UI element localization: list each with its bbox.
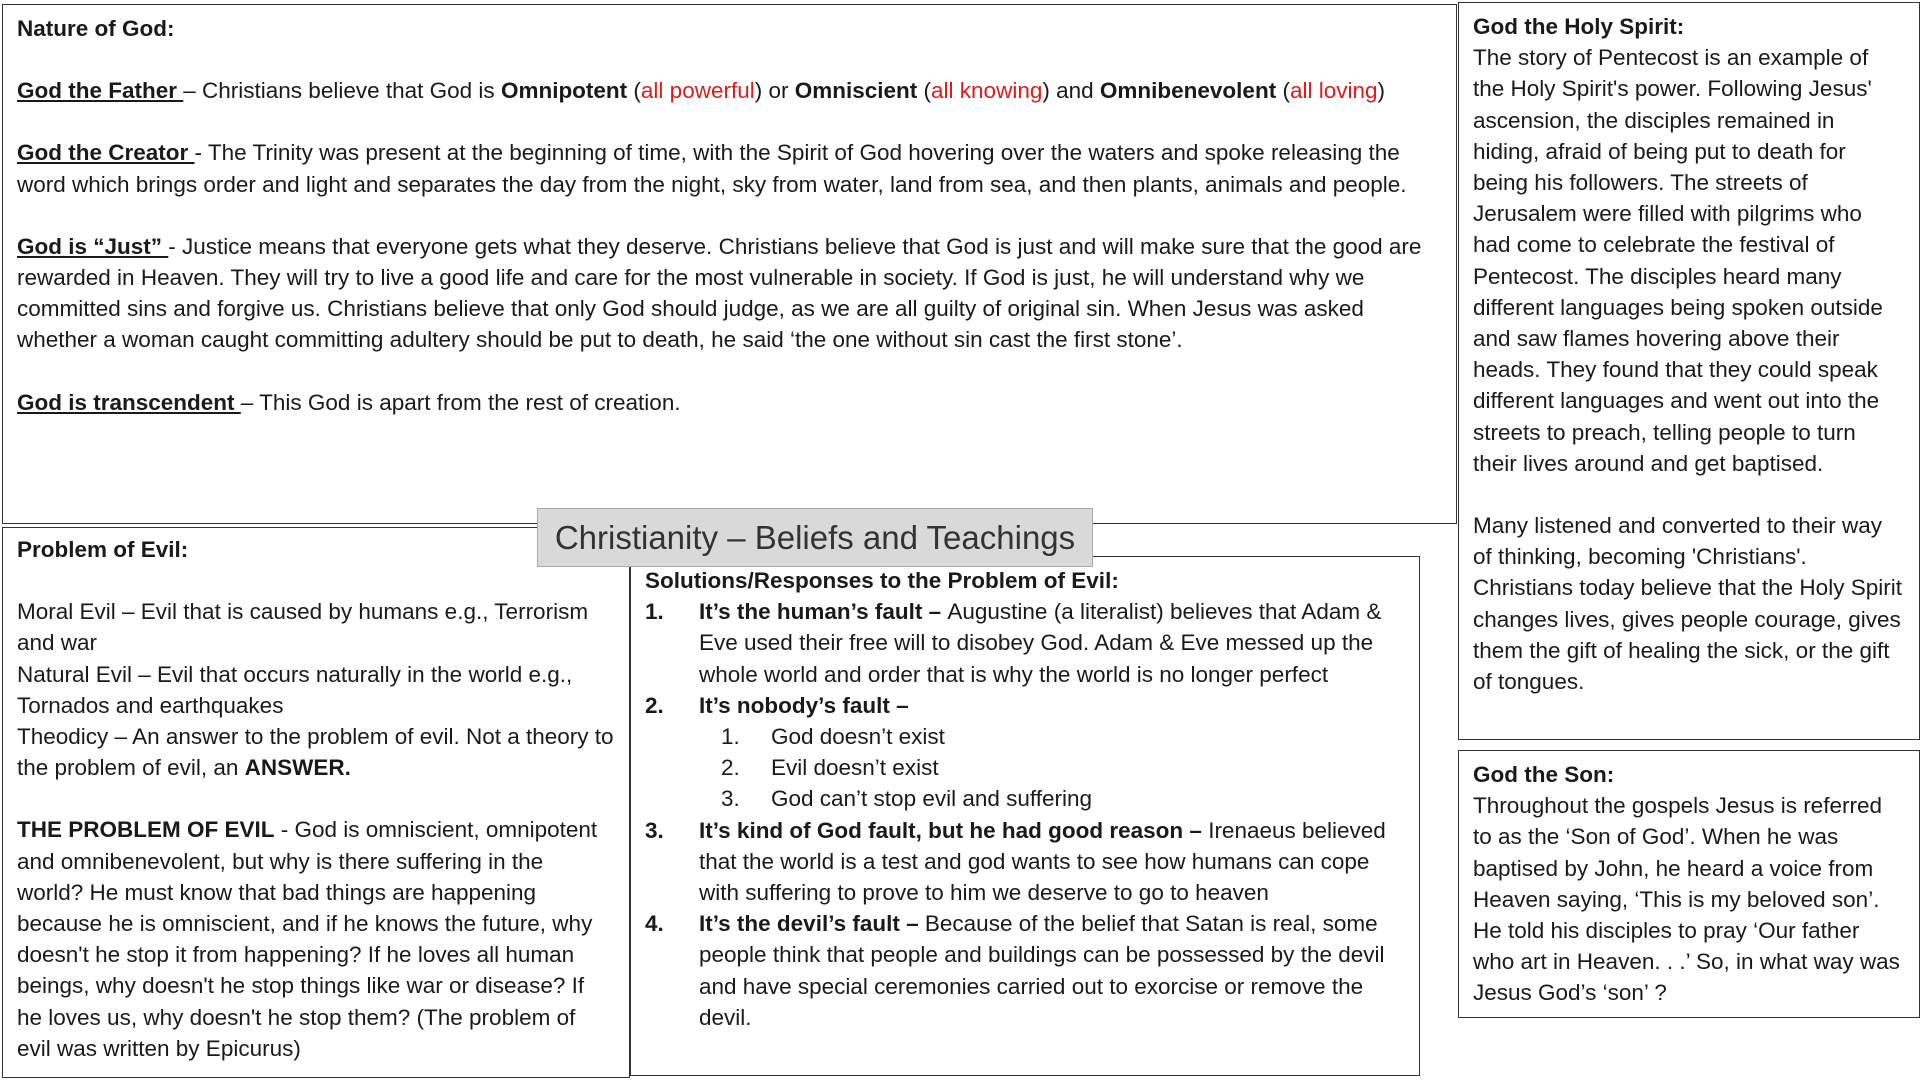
just-text: - Justice means that everyone gets what they deserve. Christians believe that God is just and will make sure that the good are rewarded in Heaven. They will try to live a good life and care for the most vulnerable in society. If God is just, he will understand why we committed sins and forgive us. Christians believe that only God should judge, as we are all guilty of original sin. When Jesus was asked whether a woman caught committing adultery should be put to death, he said ‘the one without sin cast the first stone’. [17,233,1422,353]
omniscient-word: Omniscient [794,78,918,104]
solution-number: 1. [645,599,664,625]
sub-list-item [699,752,1405,783]
solution-number: 3. [645,817,664,843]
nature-of-god-panel [2,4,1457,524]
god-the-father-paragraph [17,75,1442,106]
creator-text: - The Trinity was present at the beginning of time, with the Spirit of God hovering over the waters and spoke releasing the word which brings order and light and separates the day from the night, sky from water, land from sea, and then plants, animals and people. [17,140,1407,197]
nature-heading: Nature of God: [17,16,175,41]
omnipotent-word: Omnipotent [500,78,628,104]
paren-open-2: ( [917,78,932,104]
nobody-fault-sublist [699,721,1405,815]
god-is-just-term: God is “Just” [17,233,169,259]
paren-close-3: ) [1377,78,1385,104]
holy-spirit-heading: God the Holy Spirit: [1473,14,1685,39]
problem-of-evil-term: THE PROBLEM OF EVIL [17,817,275,843]
problem-of-evil-panel [2,527,630,1078]
paren-close-1: ) or [754,78,795,104]
page-title: Christianity – Beliefs and Teachings [537,508,1093,567]
solution-title: It’s nobody’s fault – [699,692,909,718]
solution-title: It’s the human’s fault – [699,599,948,625]
paren-close-2: ) and [1042,78,1100,104]
god-is-transcendent-paragraph [17,387,1442,418]
natural-evil-definition: Natural Evil – Evil that occurs naturally in the world e.g., Tornados and earthquakes [17,661,573,718]
sub-list-item [699,721,1405,752]
sub-number: 1. [721,724,740,750]
problem-of-evil-paragraph [17,814,615,1064]
father-text: – Christians believe that God is [183,78,501,104]
transcendent-text: – This God is apart from the rest of creation. [240,389,681,415]
moral-evil-definition: Moral Evil – Evil that is caused by humans e.g., Terrorism and war [17,599,589,656]
solutions-panel [630,556,1420,1076]
paren-open-1: ( [627,78,641,104]
sub-number: 2. [721,755,740,781]
solutions-heading: Solutions/Responses to the Problem of Evil: [645,568,1119,593]
sub-number: 3. [721,786,740,812]
theodicy-text: Theodicy – An answer to the problem of evil. Not a theory to the problem of evil, an [17,724,614,781]
pentecost-paragraph: The story of Pentecost is an example of the Holy Spirit's power. Following Jesus' ascension, the disciples remained in hiding, afraid of being put to death for being his followers. The streets of Jerusalem were filled with pilgrims who had come to celebrate the festival of Pentecost. The disciples heard many different languages being spoken outside and saw flames hovering above their heads. They found that they could speak different languages and went out into the streets to preach, telling people to turn their lives around and get baptised. [1473,45,1883,476]
solution-text: Irenaeus believed that the world is a test and god wants to see how humans can cope with suffering to prove to him we deserve to go to heaven [699,817,1386,906]
god-the-creator-paragraph [17,137,1442,199]
son-heading: God the Son: [1473,762,1615,787]
sub-text: Evil doesn’t exist [771,755,939,781]
all-knowing-note: all knowing [931,78,1043,104]
sub-list-item [699,783,1405,814]
holy-spirit-panel [1458,2,1920,740]
solution-number: 4. [645,911,664,937]
solution-text: Because of the belief that Satan is real, some people think that people and buildings can be possessed by the devil and have special ceremonies carried out to exorcise or remove the devil. [699,911,1385,1030]
all-powerful-note: all powerful [640,78,755,104]
solutions-list [645,596,1405,1033]
paren-open-3: ( [1276,78,1290,104]
converted-paragraph: Many listened and converted to their way of thinking, becoming 'Christians'. Christians today believe that the Holy Spirit changes lives, gives people courage, gives them the gift of healing the sick, or the gift of tongues. [1473,513,1902,695]
sub-text: God can’t stop evil and suffering [771,786,1093,812]
son-paragraph: Throughout the gospels Jesus is referred to as the ‘Son of God’. When he was baptised by John, he heard a voice from Heaven saying, ‘This is my beloved son’. He told his disciples to pray ‘Our father who art in Heaven. . .’ So, in what way was Jesus God’s ‘son’ ? [1473,793,1900,1006]
solution-item [645,596,1405,690]
solution-item [645,815,1405,909]
solution-number: 2. [645,692,664,718]
solution-title: It’s kind of God fault, but he had good reason – [699,817,1209,843]
solution-item [645,690,1405,815]
god-the-son-panel [1458,750,1920,1018]
evil-heading: Problem of Evil: [17,537,189,562]
god-is-transcendent-term: God is transcendent [17,389,241,415]
omnibenevolent-word: Omnibenevolent [1099,78,1277,104]
solution-text: Augustine (a literalist) believes that Adam & Eve used their free will to disobey God. Adam & Eve messed up the whole world and order that is why the world is no longer perfect [699,599,1382,687]
problem-of-evil-text: - God is omniscient, omnipotent and omnibenevolent, but why is there suffering in the world? He must know that bad things are happening because he is omniscient, and if he knows the future, why doesn't he stop it from happening? If he loves all human beings, why doesn't he stop things like war or disease? If he loves us, why doesn't he stop them? (The problem of evil was written by Epicurus) [17,817,598,1061]
god-is-just-paragraph [17,231,1442,356]
answer-word: ANSWER. [244,755,351,781]
sub-text: God doesn’t exist [771,724,945,750]
god-the-father-term: God the Father [17,78,184,104]
solution-title: It’s the devil’s fault – [699,911,925,937]
all-loving-note: all loving [1289,78,1378,104]
god-the-creator-term: God the Creator [17,140,195,166]
solution-item [645,908,1405,1033]
theodicy-definition [17,721,615,783]
